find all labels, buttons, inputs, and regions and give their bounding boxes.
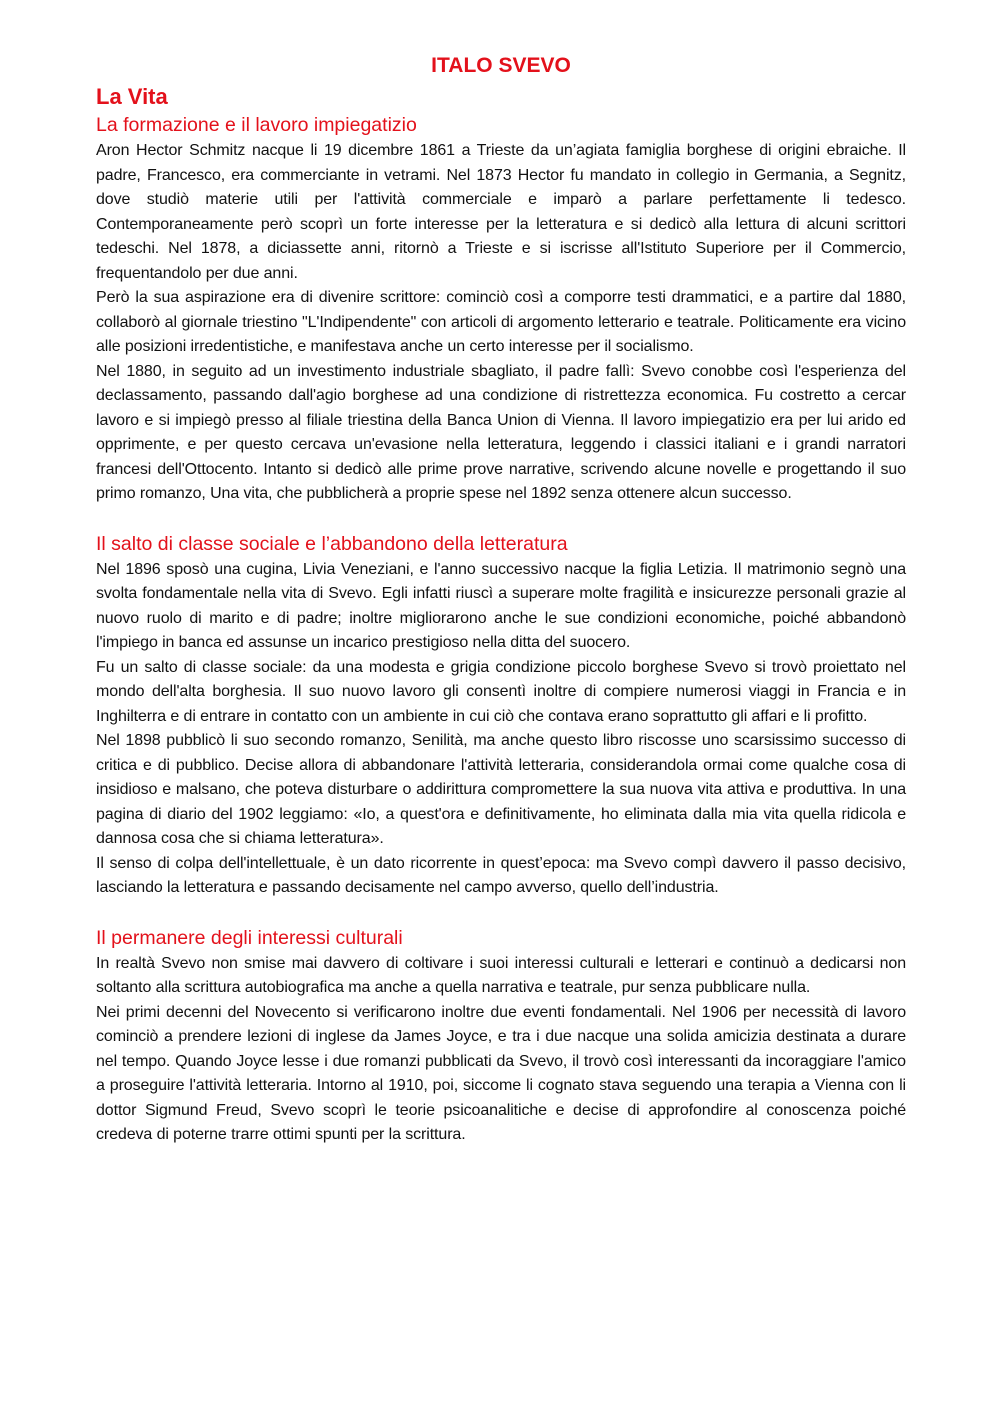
section-salto-di-classe: [96, 531, 906, 901]
paragraph: Il senso di colpa dell'intellettuale, è un dato ricorrente in quest’epoca: ma Svevo compì davvero il passo decisivo, lasciando la letteratura e passando decisamente nel campo avverso, quello dell’industria.: [96, 854, 906, 896]
paragraph: Nel 1898 pubblicò li suo secondo romanzo, Senilità, ma anche questo libro riscosse uno scarsissimo successo di critica e di pubblico. Decise allora di abbandonare l'attività letteraria, considerandola ormai come qualche cosa di insidioso e malsano, che poteva disturbare o addirittura compromettere la sua nuova vita attiva e produttiva. In una pagina di diario del 1902 leggiamo: «Io, a quest'ora e definitivamente, ho eliminata dalla mia vita quella ridicola e dannosa cosa che si chiama letteratura».: [96, 732, 906, 847]
section-heading: Il permanere degli interessi culturali: [96, 926, 403, 949]
paragraph: Nel 1896 sposò una cugina, Livia Veneziani, e l'anno successivo nacque la figlia Letizia. Il matrimonio segnò una svolta fondamentale nella vita di Svevo. Egli infatti riuscì a superare molte fragilità e insicurezze personali grazie al nuovo ruolo di marito e di padre; inoltre migliorarono anche le sue condizioni economiche, poiché abbandonò l'impiego in banca ed assunse un incarico prestigioso nella ditta del suocero.: [96, 560, 906, 651]
section-heading: Il salto di classe sociale e l’abbandono della letteratura: [96, 532, 568, 555]
paragraph: Fu un salto di classe sociale: da una modesta e grigia condizione piccolo borghese Svevo si trovò proiettato nel mondo dell'alta borghesia. Il suo nuovo lavoro gli consentì inoltre di compiere numerosi viaggi in Francia e in Inghilterra e di entrare in contatto con un ambiente in cui ciò che contava erano soprattutto gli affari e li profitto.: [96, 658, 906, 725]
paragraph: Nei primi decenni del Novecento si verificarono inoltre due eventi fondamentali. Nel 1906 per necessità di lavoro cominciò a prendere lezioni di inglese da James Joyce, e tra i due nacque una solida amicizia destinata a durare nel tempo. Quando Joyce lesse i due romanzi pubblicati da Svevo, il trovò così interessanti da incoraggiare l'amico a proseguire l'attività letteraria. Intorno al 1910, poi, siccome li cognato stava seguendo una terapia a Vienna con li dottor Sigmund Freud, Svevo scoprì le teorie psicoanalitiche e decise di approfondire al conoscenza poiché credeva di poterne trarre ottimi spunti per la scrittura.: [96, 1003, 906, 1143]
section-heading: La formazione e il lavoro impiegatizio: [96, 114, 417, 136]
paragraph: In realtà Svevo non smise mai davvero di coltivare i suoi interessi culturali e letterari e continuò a dedicarsi non soltanto alla scrittura autobiografica ma anche a quella narrativa e teatrale, pur senza pubblicare nulla.: [96, 954, 906, 996]
document-page: [96, 50, 906, 1148]
paragraph: Aron Hector Schmitz nacque li 19 dicembre 1861 a Trieste da un’agiata famiglia borghese di origini ebraiche. Il padre, Francesco, era commerciante in vetrami. Nel 1873 Hector fu mandato in collegio in Germania, a Segnitz, dove studiò materie utili per l'attività commerciale e imparò a parlare perfettamente li tedesco. Contemporaneamente però scoprì un forte interesse per la letteratura e si dedicò alla lettura di alcuni scrittori tedeschi. Nel 1878, a diciassette anni, ritornò a Trieste e si iscrisse all'Istituto Superiore per il Commercio, frequentandolo per due anni.: [96, 142, 906, 282]
chapter-title: La Vita: [96, 84, 168, 109]
paragraph: Però la sua aspirazione era di divenire scrittore: cominciò così a comporre testi drammatici, e a partire dal 1880, collaborò al giornale triestino "L'Indipendente" con articoli di argomento letterario e teatrale. Politicamente era vicino alle posizioni irredentistiche, e manifestava anche un certo interesse per il socialismo.: [96, 289, 906, 355]
document-title: ITALO SVEVO: [431, 54, 571, 77]
paragraph: Nel 1880, in seguito ad un investimento industriale sbagliato, il padre fallì: Svevo conobbe così l'esperienza del declassamento, passando dall'agio borghese ad una condizione di ristrettezza economica. Fu costretto a cercar lavoro e si impiegò presso al filiale triestina della Banca Union di Vienna. Il lavoro impiegatizio era per lui arido ed opprimente, e per questo cercava un'evasione nella letteratura, leggendo i classici italiani e i grandi narratori francesi dell'Ottocento. Intanto si dedicò alle prime prove narrative, scrivendo alcune novelle e progettando il suo primo romanzo, Una vita, che pubblicherà a proprie spese nel 1892 senza ottenere alcun successo.: [96, 362, 906, 502]
section-formazione: [96, 112, 906, 507]
section-interessi-culturali: [96, 925, 906, 1148]
